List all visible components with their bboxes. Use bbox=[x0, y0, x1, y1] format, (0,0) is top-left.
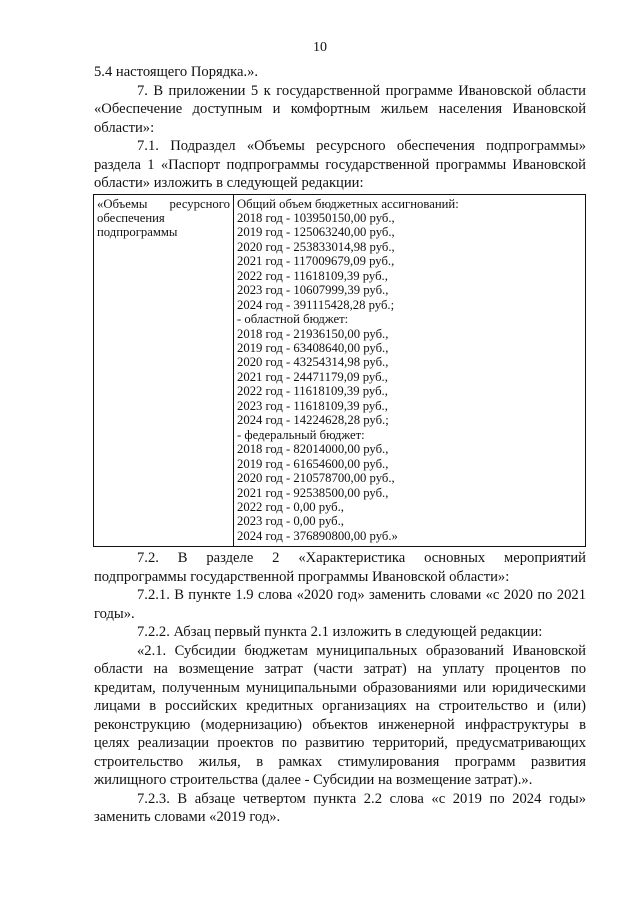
table-value-line: 2022 год - 11618109,39 руб., bbox=[237, 268, 388, 283]
paragraph-item-7: 7. В приложении 5 к государственной программе Ивановской области «Обеспечение доступным и комфортным жильем населения Ивановской области»: bbox=[94, 82, 586, 136]
table-value-line: 2023 год - 11618109,39 руб., bbox=[237, 398, 388, 413]
table-value-line: 2019 год - 125063240,00 руб., bbox=[237, 225, 395, 240]
table-value-line: 2022 год - 11618109,39 руб., bbox=[237, 384, 388, 399]
paragraph-item-7-2-3: 7.2.3. В абзаце четвертом пункта 2.2 слова «с 2019 по 2024 годы» заменить словами «2019 год». bbox=[94, 790, 586, 826]
paragraph-item-7-2-1: 7.2.1. В пункте 1.9 слова «2020 год» заменить словами «с 2020 по 2021 годы». bbox=[94, 587, 586, 622]
table-value-line: - федеральный бюджет: bbox=[237, 427, 365, 442]
table-value-line: 2018 год - 103950150,00 руб., bbox=[237, 210, 395, 225]
table-value-line: 2023 год - 0,00 руб., bbox=[237, 514, 344, 529]
table-value-line: 2020 год - 253833014,98 руб., bbox=[237, 239, 395, 254]
table-value-line: 2024 год - 376890800,00 руб.» bbox=[237, 528, 398, 543]
paragraph-continuation: 5.4 настоящего Порядка.». bbox=[94, 64, 259, 80]
table-value-line: 2021 год - 117009679,09 руб., bbox=[237, 254, 395, 269]
table-value-line: 2024 год - 391115428,28 руб.; bbox=[237, 297, 395, 312]
table-values-cell bbox=[234, 194, 586, 547]
table-value-line: 2018 год - 21936150,00 руб., bbox=[237, 326, 389, 341]
table-value-line: 2020 год - 210578700,00 руб., bbox=[237, 471, 395, 486]
paragraph-subsidy-text: «2.1. Субсидии бюджетам муниципальных образований Ивановской области на возмещение затрат (части затрат) на уплату процентов по кредитам, полученным муниципальными образованиями или юридическими лицами в российских кредитных организациях на строительство и (или) реконструкцию (модернизацию) объектов инженерной инфраструктуры в целях реализации проектов по развитию территорий, предусматривающих строительство жилья, в рамках стимулирования программ развития жилищного строительства (далее - Субсидии на возмещение затрат).». bbox=[94, 642, 586, 789]
table-label-cell bbox=[94, 194, 234, 547]
page-number: 10 bbox=[313, 40, 327, 55]
paragraph-item-7-2-2: 7.2.2. Абзац первый пункта 2.1 изложить в следующей редакции: bbox=[137, 624, 543, 641]
table-label-line: «Объемы ресурсного bbox=[97, 196, 230, 211]
table-value-line: 2019 год - 61654600,00 руб., bbox=[237, 456, 389, 471]
table-value-line: 2020 год - 43254314,98 руб., bbox=[237, 355, 389, 370]
resource-table bbox=[93, 194, 586, 548]
paragraph-item-7-2: 7.2. В разделе 2 «Характеристика основных мероприятий подпрограммы государственной программы Ивановской области»: bbox=[94, 550, 586, 585]
table-value-line: 2022 год - 0,00 руб., bbox=[237, 500, 344, 515]
table-value-line: 2018 год - 82014000,00 руб., bbox=[237, 442, 389, 457]
table-value-line: 2019 год - 63408640,00 руб., bbox=[237, 341, 389, 356]
document-body bbox=[94, 63, 586, 827]
table-value-line: 2023 год - 10607999,39 руб., bbox=[237, 283, 389, 298]
table-row bbox=[94, 194, 586, 547]
table-value-line: 2021 год - 24471179,09 руб., bbox=[237, 369, 388, 384]
paragraph-item-7-1: 7.1. Подраздел «Объемы ресурсного обеспечения подпрограммы» раздела 1 «Паспорт подпрограммы государственной программы Ивановской области» изложить в следующей редакции: bbox=[94, 138, 586, 191]
table-value-line: - областной бюджет: bbox=[237, 312, 349, 327]
table-value-line: 2024 год - 14224628,28 руб.; bbox=[237, 413, 389, 428]
table-value-line: 2021 год - 92538500,00 руб., bbox=[237, 485, 389, 500]
table-label-line: обеспечения bbox=[97, 210, 165, 225]
table-value-line: Общий объем бюджетных ассигнований: bbox=[237, 196, 459, 211]
table-label-line: подпрограммы bbox=[97, 225, 178, 240]
